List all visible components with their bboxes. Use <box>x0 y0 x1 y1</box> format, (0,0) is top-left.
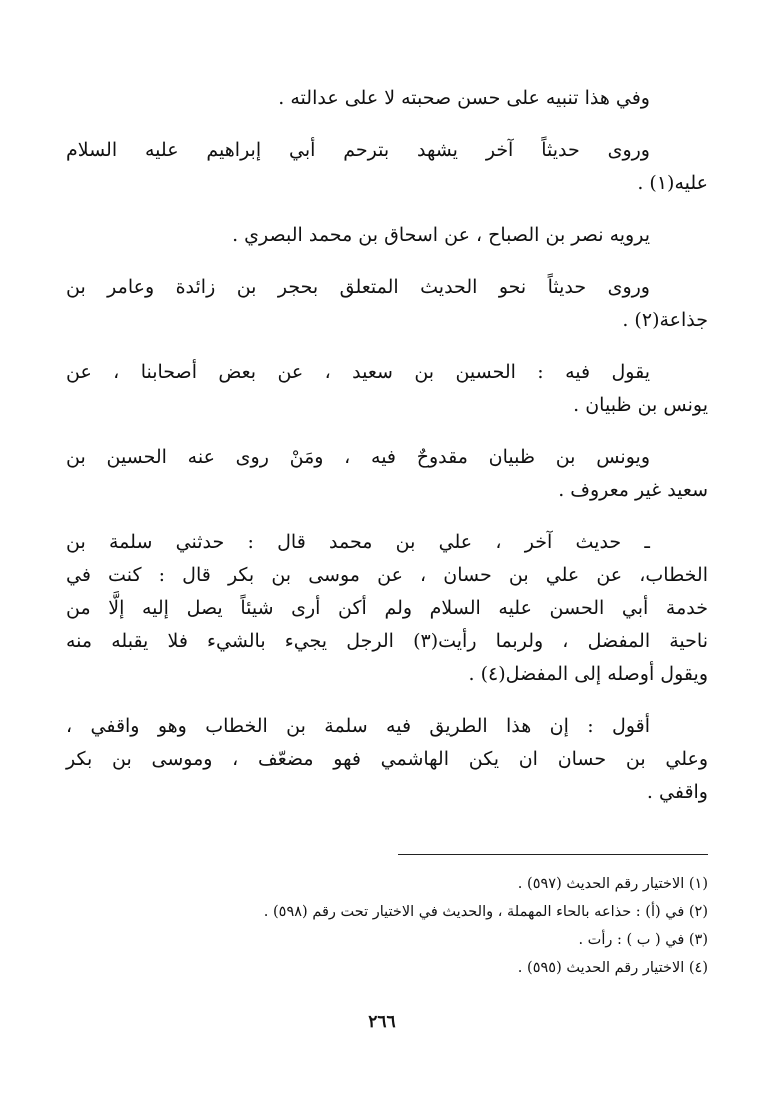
text-line: أقول : إن هذا الطريق فيه سلمة بن الخطاب وهو واقفي ، <box>66 715 650 737</box>
text-line: ـ حديث آخر ، علي بن محمد قال : حدثني سلمة بن <box>66 531 650 553</box>
paragraph <box>66 441 708 507</box>
footnote: (٢) في (أ) : حذاعه بالحاء المهملة ، والحديث في الاختيار تحت رقم (٥٩٨) . <box>263 904 708 920</box>
footnote: (٤) الاختيار رقم الحديث (٥٩٥) . <box>517 960 708 976</box>
text-line: واقفي . <box>646 781 708 803</box>
main-text <box>66 82 708 828</box>
paragraph <box>66 82 708 115</box>
footnote: (١) الاختيار رقم الحديث (٥٩٧) . <box>517 876 708 892</box>
text-line: وعلي بن حسان ان يكن الهاشمي فهو مضعّف ، وموسى بن بكر <box>66 748 708 770</box>
text-line: ناحية المفضل ، ولربما رأيت(٣) الرجل يجيء بالشيء فلا يقبله منه <box>66 630 708 652</box>
paragraph <box>66 710 708 809</box>
text-line: يونس بن ظبيان . <box>573 394 708 416</box>
footnote: (٣) في ( ب ) : رأت . <box>578 932 708 948</box>
text-line: سعيد غير معروف . <box>558 479 708 501</box>
text-line: وفي هذا تنبيه على حسن صحبته لا على عدالته . <box>278 87 650 109</box>
text-line: خدمة أبي الحسن عليه السلام ولم أكن أرى شيئاً يصل إليه إلَّا من <box>66 597 708 619</box>
text-line: جذاعة(٢) . <box>622 309 708 331</box>
text-line: عليه(١) . <box>637 172 708 194</box>
text-line: الخطاب، عن علي بن حسان ، عن موسى بن بكر قال : كنت في <box>66 564 708 586</box>
paragraph <box>66 526 708 691</box>
footnote-separator <box>398 854 708 855</box>
text-line: وروى حديثاً آخر يشهد بترحم أبي إبراهيم عليه السلام <box>66 139 650 161</box>
paragraph <box>66 271 708 337</box>
paragraph <box>66 134 708 200</box>
paragraph <box>66 356 708 422</box>
footnotes <box>66 870 708 982</box>
text-line: يقول فيه : الحسين بن سعيد ، عن بعض أصحابنا ، عن <box>66 361 650 383</box>
text-line: وروى حديثاً نحو الحديث المتعلق بحجر بن زائدة وعامر بن <box>66 276 650 298</box>
page-number: ٢٦٦ <box>368 1012 396 1032</box>
text-line: ويونس بن ظبيان مقدوحٌ فيه ، ومَنْ روى عنه الحسين بن <box>66 446 650 468</box>
text-line: يرويه نصر بن الصباح ، عن اسحاق بن محمد البصري . <box>232 224 650 246</box>
text-line: ويقول أوصله إلى المفضل(٤) . <box>468 663 708 685</box>
paragraph <box>66 219 708 252</box>
